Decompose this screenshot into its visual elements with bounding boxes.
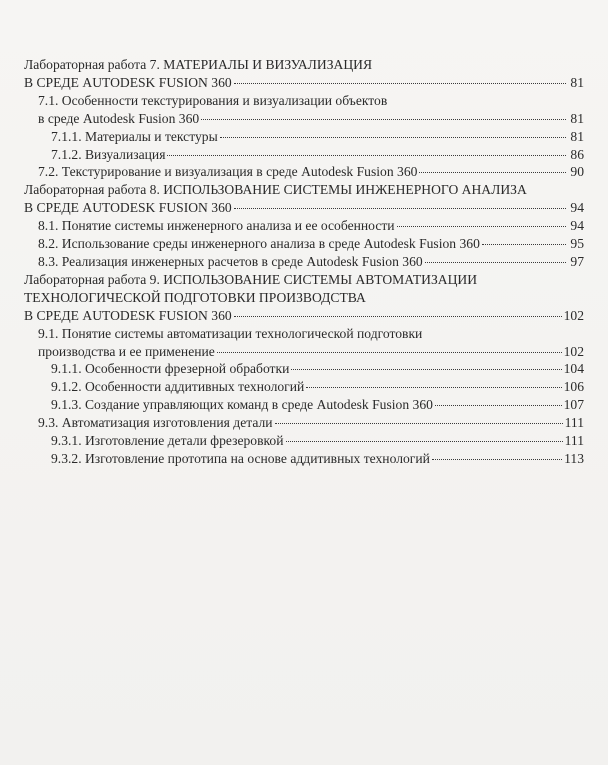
toc-page-number: 95	[570, 236, 584, 252]
toc-page-number: 113	[564, 450, 584, 466]
toc-line	[24, 163, 584, 181]
toc-line	[24, 253, 584, 271]
dot-leader	[291, 369, 561, 370]
toc-entry	[24, 414, 584, 432]
toc-entry	[24, 217, 584, 235]
toc-entry-title: В СРЕДЕ AUTODESK FUSION 360	[24, 74, 232, 90]
toc-line	[24, 235, 584, 253]
dot-leader	[201, 119, 566, 120]
toc-entry	[24, 432, 584, 450]
toc-page-number: 90	[570, 164, 584, 180]
toc-line	[24, 217, 584, 235]
toc-entry-title: в среде Autodesk Fusion 360	[38, 110, 200, 126]
toc-page-number: 97	[570, 253, 584, 269]
toc-entry-title: производства и ее применение	[38, 343, 215, 359]
toc-page-number: 106	[563, 379, 584, 395]
toc-line	[24, 128, 584, 146]
toc-entry	[24, 146, 584, 164]
toc-entry	[24, 128, 584, 146]
toc-entry	[24, 92, 584, 128]
toc-entry-title: В СРЕДЕ AUTODESK FUSION 360	[24, 307, 232, 323]
toc-line	[24, 110, 584, 128]
dot-leader	[167, 155, 566, 156]
toc-line	[24, 378, 584, 396]
dot-leader	[234, 83, 566, 84]
toc-entry-title: 8.3. Реализация инженерных расчетов в среде Autodesk Fusion 360	[38, 253, 423, 269]
toc-line	[24, 74, 584, 92]
toc-entry-title: ТЕХНОЛОГИЧЕСКОЙ ПОДГОТОВКИ ПРОИЗВОДСТВА	[24, 289, 366, 305]
toc-line	[24, 432, 584, 450]
toc-line	[24, 307, 584, 325]
toc-entry	[24, 181, 584, 217]
toc-line	[24, 199, 584, 217]
toc-entry-title: 8.1. Понятие системы инженерного анализа и ее особенности	[38, 218, 395, 234]
toc-entry-title: Лабораторная работа 7. МАТЕРИАЛЫ И ВИЗУАЛИЗАЦИЯ	[24, 57, 373, 72]
toc-page-number: 94	[570, 200, 584, 216]
toc-entry-title: 7.1. Особенности текстурирования и визуализации объектов	[38, 92, 388, 108]
toc-entry	[24, 253, 584, 271]
toc-entry	[24, 56, 584, 92]
toc-entry-title: 9.1.1. Особенности фрезерной обработки	[51, 361, 290, 377]
toc-entry-title: 9.3. Автоматизация изготовления детали	[38, 415, 273, 431]
toc-entry	[24, 378, 584, 396]
dot-leader	[432, 459, 562, 460]
toc-entry	[24, 163, 584, 181]
table-of-contents	[24, 56, 584, 468]
toc-entry	[24, 450, 584, 468]
toc-entry	[24, 325, 584, 361]
toc-page-number: 102	[563, 343, 584, 359]
toc-entry	[24, 235, 584, 253]
toc-line	[24, 343, 584, 361]
dot-leader	[419, 172, 566, 173]
toc-entry-title: 8.2. Использование среды инженерного анализа в среде Autodesk Fusion 360	[38, 236, 480, 252]
toc-entry	[24, 396, 584, 414]
toc-entry-title: 7.1.2. Визуализация	[51, 146, 166, 162]
toc-entry-title: Лабораторная работа 9. ИСПОЛЬЗОВАНИЕ СИСТЕМЫ АВТОМАТИЗАЦИИ	[24, 271, 478, 287]
dot-leader	[397, 226, 566, 227]
toc-page-number: 102	[563, 307, 584, 323]
toc-entry-title: 9.3.2. Изготовление прототипа на основе аддитивных технологий	[51, 450, 430, 466]
toc-line	[24, 450, 584, 468]
dot-leader	[275, 423, 563, 424]
toc-entry-title: 7.1.1. Материалы и текстуры	[51, 128, 218, 144]
dot-leader	[482, 244, 566, 245]
dot-leader	[234, 316, 562, 317]
dot-leader	[220, 137, 566, 138]
toc-page-number: 107	[563, 397, 584, 413]
toc-page-number: 81	[570, 74, 584, 90]
dot-leader	[435, 405, 562, 406]
toc-entry-title: 7.2. Текстурирование и визуализация в среде Autodesk Fusion 360	[38, 164, 418, 180]
toc-line	[24, 146, 584, 164]
toc-entry-title: 9.1.3. Создание управляющих команд в среде Autodesk Fusion 360	[51, 397, 433, 413]
toc-entry-title: 9.1.2. Особенности аддитивных технологий	[51, 379, 305, 395]
dot-leader	[234, 208, 566, 209]
toc-entry	[24, 360, 584, 378]
dot-leader	[286, 441, 563, 442]
dot-leader	[425, 262, 566, 263]
toc-entry-title: 9.1. Понятие системы автоматизации технологической подготовки	[38, 325, 423, 341]
toc-entry	[24, 271, 584, 325]
toc-page-number: 111	[564, 433, 584, 449]
dot-leader	[306, 387, 561, 388]
toc-entry-title: Лабораторная работа 8. ИСПОЛЬЗОВАНИЕ СИСТЕМЫ ИНЖЕНЕРНОГО АНАЛИЗА	[24, 182, 527, 198]
toc-page-number: 86	[570, 146, 584, 162]
toc-page-number: 94	[570, 218, 584, 234]
toc-entry-title: 9.3.1. Изготовление детали фрезеровкой	[51, 433, 284, 449]
toc-line	[24, 396, 584, 414]
toc-page-number: 111	[564, 415, 584, 431]
toc-page-number: 81	[570, 110, 584, 126]
toc-page-number: 81	[570, 128, 584, 144]
dot-leader	[217, 352, 562, 353]
toc-line	[24, 414, 584, 432]
toc-entry-title: В СРЕДЕ AUTODESK FUSION 360	[24, 200, 232, 216]
toc-page-number: 104	[563, 361, 584, 377]
toc-line	[24, 360, 584, 378]
